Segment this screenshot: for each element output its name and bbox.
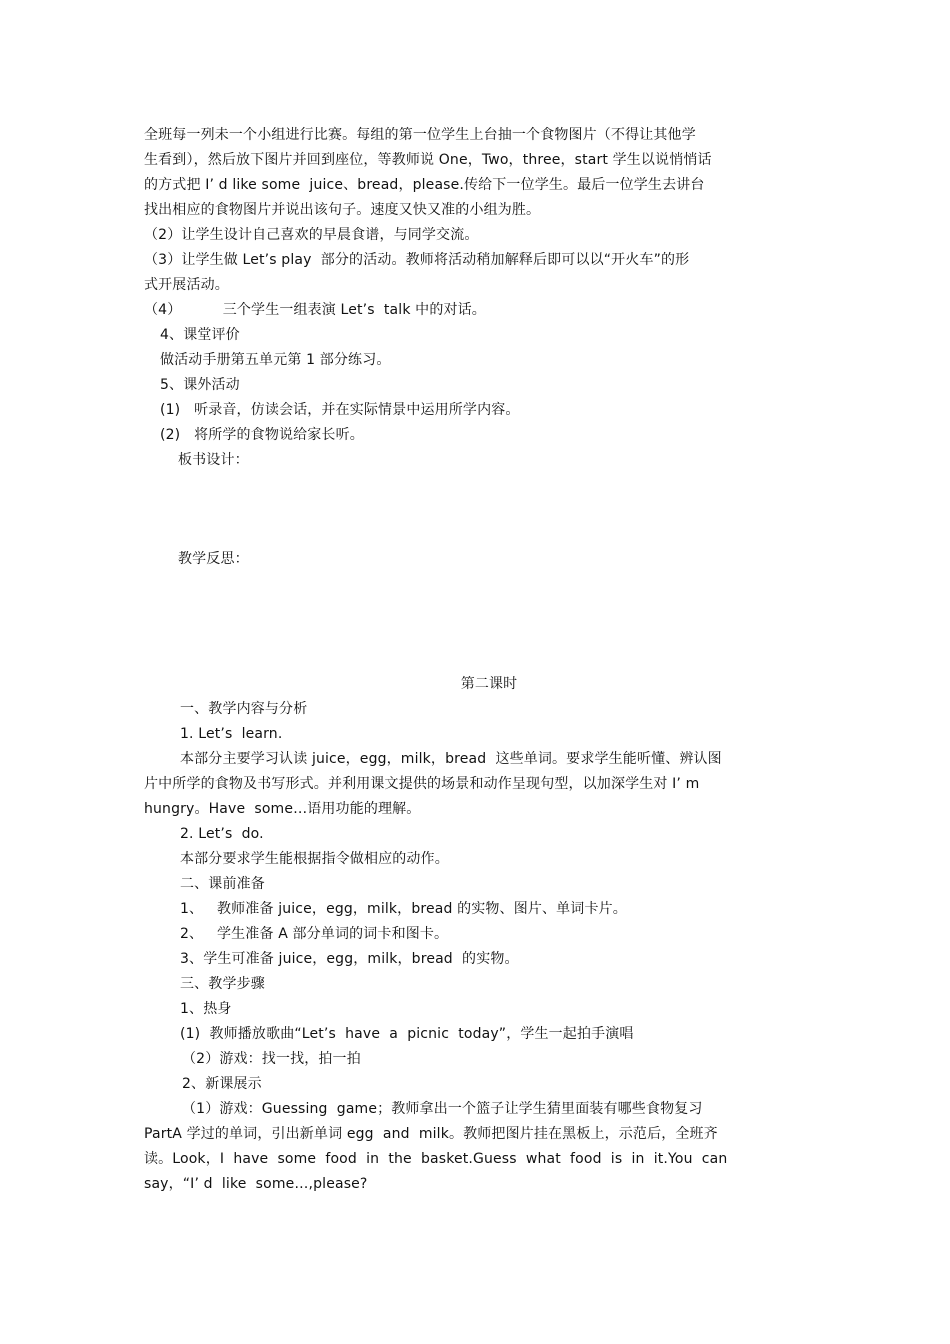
text-line: （1）游戏：Guessing game；教师拿出一个篮子让学生猜里面装有哪些食物复习 <box>182 1101 703 1117</box>
section-heading: 二、课前准备 <box>180 876 265 892</box>
text-line: (1) 听录音，仿读会话，并在实际情景中运用所学内容。 <box>160 402 520 418</box>
text-line: 3、学生可准备 juice，egg，milk，bread 的实物。 <box>180 951 519 967</box>
board-design-label: 板书设计： <box>178 452 249 468</box>
text-line: hungry。Have some…语用功能的理解。 <box>144 801 421 817</box>
text-line: say，“I’ d like some…,please? <box>144 1176 368 1192</box>
text-line: 读。Look，I have some food in the basket.Guess what food is in it.You can <box>144 1151 728 1167</box>
text-line: （2）让学生设计自己喜欢的早晨食谱，与同学交流。 <box>144 227 479 243</box>
text-line: (1) 教师播放歌曲“Let’s have a picnic today”，学生一起拍手演唱 <box>180 1026 634 1042</box>
section-heading: 5、课外活动 <box>160 377 240 393</box>
text-line: （4） 三个学生一组表演 Let’s talk 中的对话。 <box>144 302 486 318</box>
section-heading: 1、热身 <box>180 1001 232 1017</box>
section-heading: 三、教学步骤 <box>180 976 265 992</box>
text-line: PartA 学过的单词，引出新单词 egg and milk。教师把图片挂在黑板上，示范后，全班齐 <box>144 1126 718 1142</box>
text-line: 2、 学生准备 A 部分单词的词卡和图卡。 <box>180 926 449 942</box>
text-line: (2) 将所学的食物说给家长听。 <box>160 427 364 443</box>
text-line: （3）让学生做 Let’s play 部分的活动。教师将活动稍加解释后即可以以“开火车”的形 <box>144 252 690 268</box>
section-heading: 一、教学内容与分析 <box>180 701 308 717</box>
text-line: 生看到），然后放下图片并回到座位，等教师说 One，Two，three，start 学生以说悄悄话 <box>144 152 712 168</box>
text-line: 全班每一列未一个小组进行比赛。每组的第一位学生上台抽一个食物图片（不得让其他学 <box>144 127 696 143</box>
text-line: 做活动手册第五单元第 1 部分练习。 <box>160 352 391 368</box>
text-line: （2）游戏：找一找，拍一拍 <box>182 1051 361 1067</box>
section-heading: 4、课堂评价 <box>160 327 240 343</box>
text-line: 找出相应的食物图片并说出该句子。速度又快又准的小组为胜。 <box>144 202 541 218</box>
text-line: 1、 教师准备 juice，egg，milk，bread 的实物、图片、单词卡片。 <box>180 901 627 917</box>
section-heading: 2、新课展示 <box>182 1076 262 1092</box>
text-line: 2. Let’s do. <box>180 826 264 842</box>
text-line: 式开展活动。 <box>144 277 229 293</box>
text-line: 片中所学的食物及书写形式。并利用课文提供的场景和动作呈现句型，以加深学生对 I’ m <box>144 776 700 792</box>
text-line: 本部分要求学生能根据指令做相应的动作。 <box>180 851 449 867</box>
text-line: 1. Let’s learn. <box>180 726 283 742</box>
lesson-title: 第二课时 <box>460 676 518 692</box>
teaching-reflection-label: 教学反思： <box>178 551 249 567</box>
text-line: 的方式把 I’ d like some juice、bread，please.传给下一位学生。最后一位学生去讲台 <box>144 177 705 193</box>
text-line: 本部分主要学习认读 juice，egg，milk，bread 这些单词。要求学生能听懂、辨认图 <box>180 751 722 767</box>
